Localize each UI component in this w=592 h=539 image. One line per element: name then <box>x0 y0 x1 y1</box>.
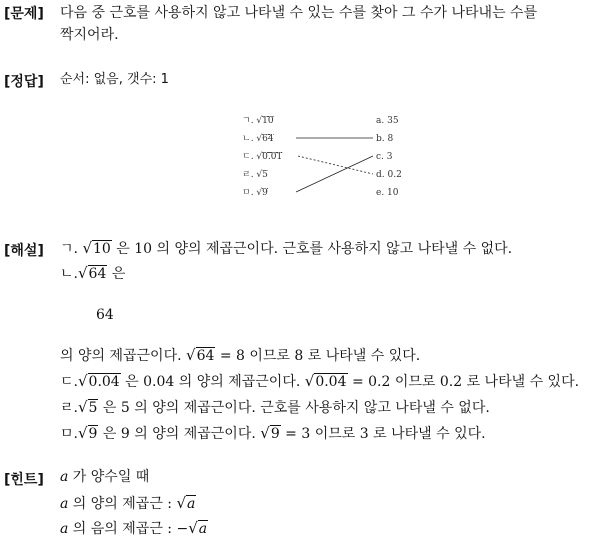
solution-line-7-text: = 3 이므로 3 로 나타낼 수 있다. <box>280 426 486 442</box>
sqrt-expression: √a <box>188 519 208 537</box>
answer-label: [정답] <box>4 74 44 90</box>
solution-line-4 <box>60 346 420 365</box>
figure-left-item: ㄹ. √5 <box>242 170 268 180</box>
sqrt-expression: √10 <box>82 239 111 257</box>
solution-line-2-text: 은 <box>107 266 126 282</box>
solution-line-1-prefix: ㄱ. <box>60 241 83 257</box>
sqrt-expression: √a <box>176 494 196 512</box>
solution-line-2-prefix: ㄴ. <box>60 266 78 282</box>
solution-line-7-middle: 은 9 의 양의 제곱근이다. <box>98 426 261 442</box>
hint-variable: a <box>60 469 69 485</box>
solution-line-3: 64 <box>96 307 114 323</box>
sqrt-expression: √9 <box>260 424 280 442</box>
solution-line-7 <box>60 424 486 443</box>
figure-left-item: ㄷ. √0.01 <box>242 152 283 162</box>
solution-line-4-text: = 8 이므로 8 로 나타낼 수 있다. <box>215 348 421 364</box>
sqrt-radicand: 64 <box>196 348 215 364</box>
hint-variable: a <box>60 496 69 512</box>
problem-text-line-1: 다음 중 근호를 사용하지 않고 나타낼 수 있는 수를 찾아 그 수가 나타내는 수를 <box>60 5 538 21</box>
solution-line-2 <box>60 264 125 283</box>
sqrt-radicand: 10 <box>93 241 111 257</box>
matching-diagram <box>238 112 418 208</box>
figure-right-item: b. 8 <box>376 134 394 144</box>
hint-variable: a <box>60 521 69 537</box>
figure-right-item: d. 0.2 <box>376 170 402 180</box>
solution-line-4-prefix: 의 양의 제곱근이다. <box>60 348 186 364</box>
solution-line-6-prefix: ㄹ. <box>60 400 78 416</box>
sqrt-radicand: 0.04 <box>315 374 347 390</box>
hint-line-1 <box>60 468 149 486</box>
solution-line-1-text: 은 10 의 양의 제곱근이다. 근호를 사용하지 않고 나타낼 수 없다. <box>111 241 513 257</box>
sqrt-expression: √64 <box>186 346 215 364</box>
solution-line-6 <box>60 398 490 417</box>
solution-line-5-prefix: ㄷ. <box>60 374 78 390</box>
solution-line-5-text: = 0.2 이므로 0.2 로 나타낼 수 있다. <box>347 374 580 390</box>
hint-line-2 <box>60 494 196 513</box>
answer-text: 순서: 없음, 갯수: 1 <box>60 72 169 87</box>
sqrt-radicand: 5 <box>88 400 98 416</box>
hint-line-3 <box>60 519 208 538</box>
figure-right-item: a. 35 <box>376 116 399 126</box>
figure-right-item: e. 10 <box>376 188 399 198</box>
sqrt-expression: √64 <box>77 264 107 282</box>
figure-left-item: ㄴ. √64 <box>242 134 274 144</box>
solution-line-6-text: 은 5 의 양의 제곱근이다. 근호를 사용하지 않고 나타낼 수 없다. <box>98 400 490 416</box>
solution-line-5-middle: 은 0.04 의 양의 제곱근이다. <box>120 374 305 390</box>
figure-connection-line <box>298 156 373 174</box>
matching-figure <box>238 112 418 208</box>
sqrt-radicand: a <box>198 521 208 537</box>
solution-line-5 <box>60 372 579 391</box>
sqrt-expression: √9 <box>77 424 98 442</box>
figure-left-item: ㅁ. √9 <box>242 188 268 198</box>
sqrt-radicand: 9 <box>270 426 280 442</box>
sqrt-radicand: 64 <box>88 266 107 282</box>
hint-line-2-text: 의 양의 제곱근 : <box>68 496 177 512</box>
solution-line-1 <box>60 239 512 258</box>
figure-left-item: ㄱ. √10 <box>242 116 274 126</box>
sqrt-expression: √5 <box>77 398 98 416</box>
figure-right-item: c. 3 <box>376 152 393 162</box>
figure-connection-line <box>296 156 373 192</box>
hint-line-1-text: 가 양수일 때 <box>68 469 150 485</box>
sqrt-radicand: a <box>187 496 196 512</box>
sqrt-expression: √0.04 <box>77 372 120 390</box>
solution-line-7-prefix: ㅁ. <box>60 426 78 442</box>
hint-label: [힌트] <box>4 472 44 488</box>
solution-label: [해설] <box>4 243 44 259</box>
sqrt-radicand: 0.04 <box>88 374 120 390</box>
sqrt-radicand: 9 <box>88 426 98 442</box>
problem-text-line-2: 짝지어라. <box>60 27 119 43</box>
sqrt-expression: √0.04 <box>304 372 347 390</box>
hint-line-3-text: 의 음의 제곱근 : − <box>68 521 189 537</box>
problem-label: [문제] <box>4 6 44 22</box>
